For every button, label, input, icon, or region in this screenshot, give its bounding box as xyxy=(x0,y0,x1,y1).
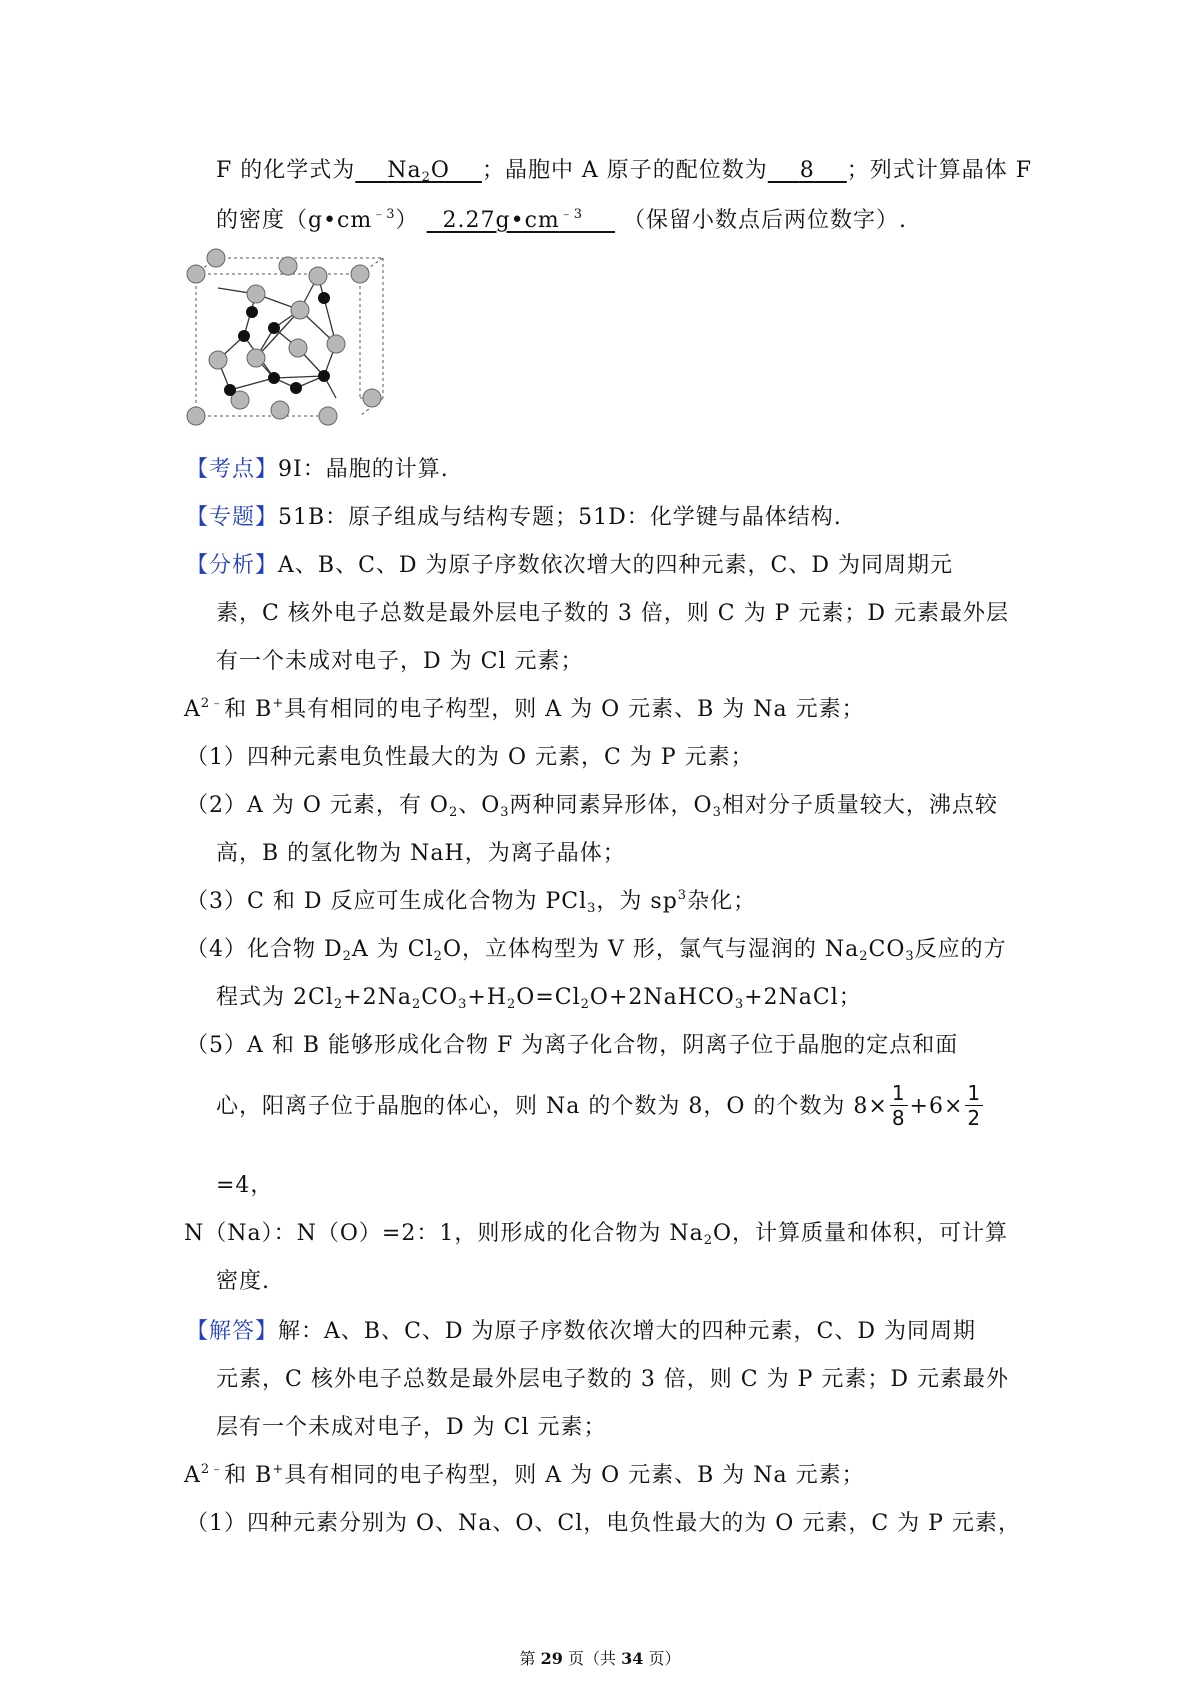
fenxi-point-5: （5）A 和 B 能够形成化合物 F 为离子化合物，阴离子位于晶胞的定点和面 xyxy=(186,1033,959,1058)
fenxi-line-1: 【分析】A、B、C、D 为原子序数依次增大的四种元素，C、D 为同周期元 xyxy=(186,553,954,578)
jieda-point-1: （1）四种元素分别为 O、Na、O、Cl，电负性最大的为 O 元素，C 为 P 元素， xyxy=(186,1511,1021,1536)
fenxi-point-1: （1）四种元素电负性最大的为 O 元素，C 为 P 元素； xyxy=(186,745,754,770)
fenxi-ratio-cont: 密度. xyxy=(216,1269,270,1294)
answer-coordination: 8 xyxy=(799,158,815,183)
jieda-line-1: 【解答】解：A、B、C、D 为原子序数依次增大的四种元素，C、D 为同周期 xyxy=(186,1319,977,1344)
fenxi-point-3: （3）C 和 D 反应可生成化合物为 PCl$_3$，为 $sp^3$杂化； xyxy=(186,888,757,916)
fenxi-point-2: （2）A 为 O 元素，有 $O_2$、$O_3$两种同素异形体，$O_3$相对分子质量较大，沸点较 xyxy=(186,793,998,820)
answer-density: $2.27g•cm^{﹣3}$ xyxy=(442,207,584,233)
intro-line-2: 的密度$(g•cm^{﹣3})$ $2.27g•cm^{﹣3}$ （保留小数点后两位数字）. xyxy=(216,207,908,233)
fenxi-point-4: （4）化合物 $D_2A$ 为 $Cl_2O$，立体构型为 V 形，氯气与湿润的 $Na_2CO_3$反应的方 xyxy=(186,937,1007,964)
fenxi-point-4-cont: 程式为 $2Cl_2+2Na_2CO_3+H_2O=Cl_2O+2NaHCO_3+2NaCl$； xyxy=(216,985,862,1012)
kaodian-tag: 【考点】 xyxy=(186,457,279,482)
fenxi-ratio-line: N（Na）：N（O）=2：1，则形成的化合物为 $Na_2O$，计算质量和体积，可计算 xyxy=(184,1221,1009,1248)
jieda-line-3: 层有一个未成对电子，D 为 Cl 元素； xyxy=(216,1415,607,1440)
jieda-line-2: 元素，C 核外电子总数是最外层电子数的 3 倍，则 C 为 P 元素；D 元素最外 xyxy=(216,1367,1010,1392)
fenxi-point-2-cont: 高，B 的氢化物为 NaH，为离子晶体； xyxy=(216,841,626,866)
fenxi-line-2: 素，C 核外电子总数是最外层电子数的 3 倍，则 C 为 P 元素；D 元素最外层 xyxy=(216,601,1010,626)
kaodian-line: 【考点】9I：晶胞的计算. xyxy=(186,457,449,482)
zhuanti-line: 【专题】51B：原子组成与结构专题；51D：化学键与晶体结构. xyxy=(186,505,842,530)
fenxi-tag: 【分析】 xyxy=(186,553,279,578)
page-total: 34 xyxy=(621,1649,644,1668)
crystal-structure-diagram xyxy=(178,248,396,430)
intro-line-1: F 的化学式为 $Na_2O$ ；晶胞中 A 原子的配位数为 8 ；列式计算晶体 F xyxy=(216,158,1033,185)
answer-formula: $Na_2O$ xyxy=(387,158,450,185)
fenxi-line-4: $A^{2﹣}$和 B+具有相同的电子构型，则 A 为 O 元素、B 为 Na 元素； xyxy=(184,696,865,722)
jieda-line-4: $A^{2﹣}$和 B+具有相同的电子构型，则 A 为 O 元素、B 为 Na 元素； xyxy=(184,1462,865,1488)
fraction-one-half: $\frac{1}{2}$ xyxy=(967,1080,982,1130)
fenxi-line-3: 有一个未成对电子，D 为 Cl 元素； xyxy=(216,649,584,674)
jieda-tag: 【解答】 xyxy=(186,1319,279,1344)
fenxi-point-5-cont: 心，阳离子位于晶胞的体心，则 Na 的个数为 8，O 的个数为 8× $\frac{1}{8}$ +6× $\frac{1}{2}$ xyxy=(216,1080,982,1130)
fenxi-point-5-result: =4， xyxy=(216,1173,274,1198)
page-number: 29 xyxy=(540,1649,563,1668)
fraction-one-eighth: $\frac{1}{8}$ xyxy=(891,1080,906,1130)
zhuanti-tag: 【专题】 xyxy=(186,505,279,530)
page-footer: 第 29 页（共 34 页） xyxy=(519,1649,681,1668)
